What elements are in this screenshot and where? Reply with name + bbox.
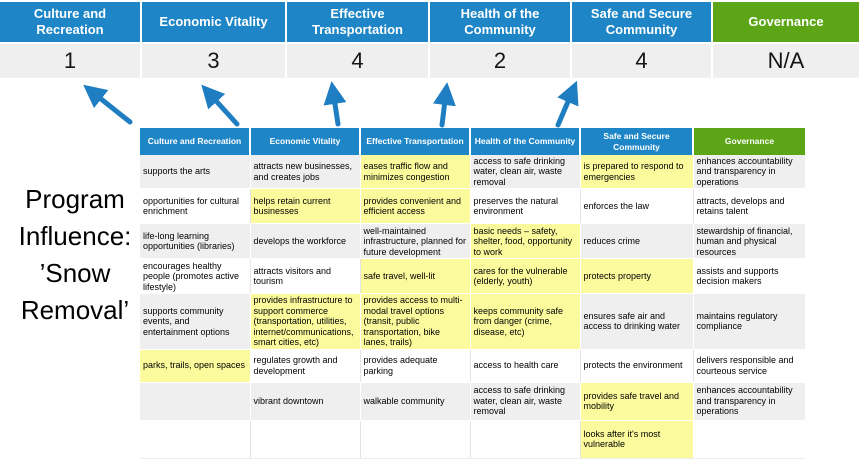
influence-arrows	[0, 78, 859, 128]
matrix-cell: supports community events, and entertainment options	[140, 294, 250, 349]
matrix-cell: encourages healthy people (promotes active lifestyle)	[140, 259, 250, 294]
matrix-cell: develops the workforce	[250, 224, 360, 259]
matrix-cell: access to health care	[470, 349, 580, 382]
matrix-cell-highlighted: basic needs – safety, shelter, food, opportunity to work	[470, 224, 580, 259]
matrix-cell-highlighted: protects property	[580, 259, 693, 294]
matrix-row-6	[140, 349, 805, 382]
matrix-row-1	[140, 155, 805, 189]
matrix-cell: access to safe drinking water, clean air, waste removal	[470, 382, 580, 420]
matrix-cell: preserves the natural environment	[470, 189, 580, 224]
matrix-cell-highlighted: cares for the vulnerable (elderly, youth)	[470, 259, 580, 294]
matrix-header-effective-transportation: Effective Transportation	[360, 128, 470, 155]
summary-header-effective-transportation: Effective Transportation	[287, 2, 428, 42]
summary-header-culture-and-recreation: Culture and Recreation	[0, 2, 140, 42]
matrix-header-governance: Governance	[693, 128, 805, 155]
matrix-cell-highlighted: provides access to multi-modal travel options (transit, public transportation, bike lanes, trails)	[360, 294, 470, 349]
matrix-cell: reduces crime	[580, 224, 693, 259]
matrix-cell	[140, 420, 250, 458]
matrix-cell-highlighted: safe travel, well-lit	[360, 259, 470, 294]
matrix-cell: vibrant downtown	[250, 382, 360, 420]
matrix-cell: protects the environment	[580, 349, 693, 382]
matrix-cell-highlighted: provides safe travel and mobility	[580, 382, 693, 420]
summary-strip	[0, 2, 859, 78]
summary-header-governance: Governance	[713, 2, 859, 42]
matrix-cell: attracts, develops and retains talent	[693, 189, 805, 224]
arrow-effective-transportation	[333, 91, 338, 124]
matrix-cell: opportunities for cultural enrichment	[140, 189, 250, 224]
matrix-cell: supports the arts	[140, 155, 250, 189]
matrix-body	[140, 155, 805, 458]
matrix-row-8	[140, 420, 805, 458]
matrix-cell: ensures safe air and access to drinking water	[580, 294, 693, 349]
matrix-row-4	[140, 259, 805, 294]
matrix-cell: assists and supports decision makers	[693, 259, 805, 294]
matrix-cell	[470, 420, 580, 458]
matrix-cell: access to safe drinking water, clean air, waste removal	[470, 155, 580, 189]
summary-score-effective-transportation: 4	[287, 44, 428, 78]
matrix-cell: enhances accountability and transparency in operations	[693, 155, 805, 189]
matrix-cell: enhances accountability and transparency in operations	[693, 382, 805, 420]
program-influence-label: Program Influence: ’Snow Removal’	[18, 184, 132, 325]
matrix-cell: provides adequate parking	[360, 349, 470, 382]
matrix-cell	[360, 420, 470, 458]
matrix-cell-highlighted: provides convenient and efficient access	[360, 189, 470, 224]
summary-score-economic-vitality: 3	[142, 44, 285, 78]
matrix-cell-highlighted: eases traffic flow and minimizes congestion	[360, 155, 470, 189]
matrix-header-safe-and-secure-community: Safe and Secure Community	[580, 128, 693, 155]
matrix-cell-highlighted: helps retain current businesses	[250, 189, 360, 224]
matrix-cell-highlighted: is prepared to respond to emergencies	[580, 155, 693, 189]
matrix-cell	[693, 420, 805, 458]
arrow-safe-and-secure-community	[558, 90, 573, 125]
matrix-cell: regulates growth and development	[250, 349, 360, 382]
summary-score-governance: N/A	[713, 44, 859, 78]
summary-header-economic-vitality: Economic Vitality	[142, 2, 285, 42]
matrix-row-7	[140, 382, 805, 420]
influence-matrix-table	[140, 128, 805, 459]
arrow-economic-vitality	[208, 92, 237, 124]
matrix-row-5	[140, 294, 805, 349]
matrix-header-row	[140, 128, 805, 155]
summary-score-culture-and-recreation: 1	[0, 44, 140, 78]
matrix-cell: maintains regulatory compliance	[693, 294, 805, 349]
matrix-row-3	[140, 224, 805, 259]
summary-header-safe-and-secure-community: Safe and Secure Community	[572, 2, 711, 42]
matrix-header-health-of-the-community: Health of the Community	[470, 128, 580, 155]
matrix-cell-highlighted: provides infrastructure to support commerce (transportation, utilities, internet/communications, smart cities, etc)	[250, 294, 360, 349]
matrix-header-economic-vitality: Economic Vitality	[250, 128, 360, 155]
summary-score-health-of-the-community: 2	[430, 44, 570, 78]
matrix-cell: delivers responsible and courteous service	[693, 349, 805, 382]
matrix-cell	[140, 382, 250, 420]
matrix-cell-highlighted: keeps community safe from danger (crime, disease, etc)	[470, 294, 580, 349]
matrix-cell: attracts new businesses, and creates jobs	[250, 155, 360, 189]
matrix-header-culture-and-recreation: Culture and Recreation	[140, 128, 250, 155]
summary-score-safe-and-secure-community: 4	[572, 44, 711, 78]
summary-header-health-of-the-community: Health of the Community	[430, 2, 570, 42]
arrow-health-of-the-community	[442, 92, 446, 125]
matrix-cell-highlighted: looks after it's most vulnerable	[580, 420, 693, 458]
arrow-culture-and-recreation	[91, 91, 130, 122]
matrix-cell: life-long learning opportunities (libraries)	[140, 224, 250, 259]
matrix-cell: well-maintained infrastructure, planned for future development	[360, 224, 470, 259]
matrix-cell: enforces the law	[580, 189, 693, 224]
matrix-cell	[250, 420, 360, 458]
matrix-row-2	[140, 189, 805, 224]
matrix-cell: walkable community	[360, 382, 470, 420]
matrix-cell-highlighted: parks, trails, open spaces	[140, 349, 250, 382]
matrix-cell: stewardship of financial, human and physical resources	[693, 224, 805, 259]
matrix-cell: attracts visitors and tourism	[250, 259, 360, 294]
